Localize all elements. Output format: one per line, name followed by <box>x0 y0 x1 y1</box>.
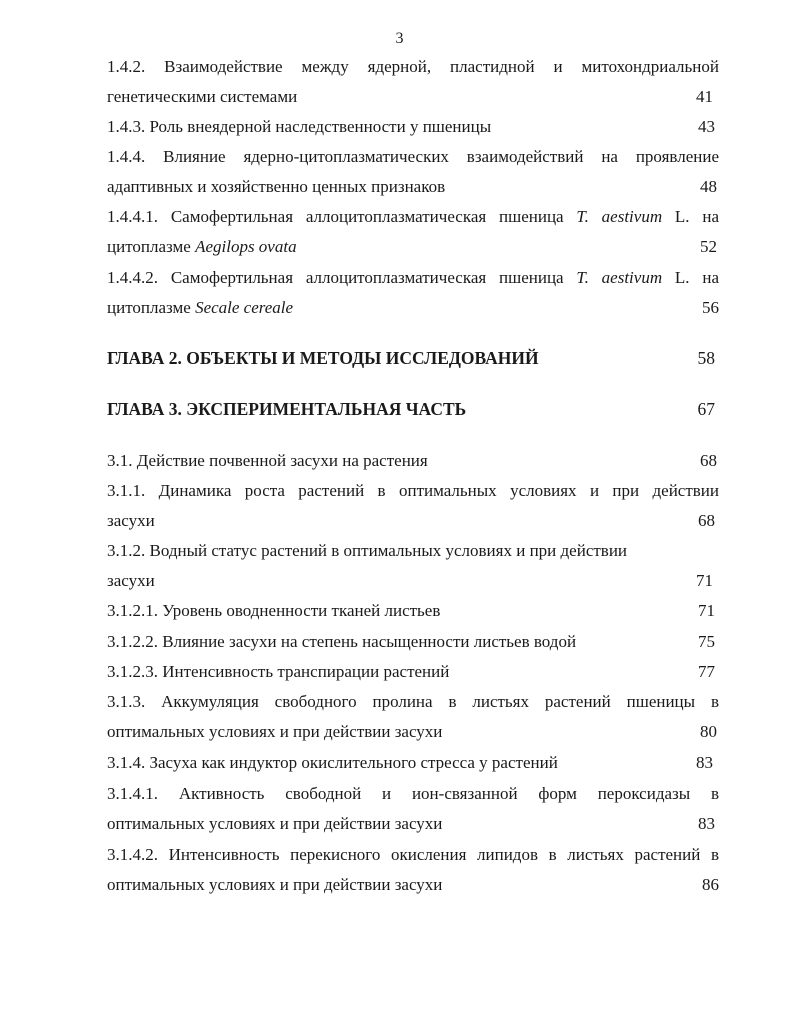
toc-entry-text: ГЛАВА 3. ЭКСПЕРИМЕНТАЛЬНАЯ ЧАСТЬ <box>107 399 467 419</box>
toc-line <box>107 691 719 713</box>
toc-entry-text: 3.1. Действие почвенной засухи на растения <box>107 451 428 470</box>
toc-line <box>107 783 719 805</box>
toc-page-number: 67 <box>697 399 715 419</box>
toc-line <box>107 146 719 168</box>
toc-page-number: 83 <box>698 814 715 833</box>
toc-page-number: 71 <box>696 571 713 590</box>
toc-line <box>107 752 719 774</box>
toc-entry-text: 3.1.2.3. Интенсивность транспирации растений <box>107 662 450 681</box>
toc-page-number: 56 <box>702 298 719 317</box>
toc-line <box>107 570 719 592</box>
toc-entry-text: адаптивных и хозяйственно ценных признаков <box>107 177 446 196</box>
toc-entry-text: цитоплазме <box>107 237 196 256</box>
toc-entry-text: оптимальных условиях и при действии засухи <box>107 875 443 894</box>
toc-entry-text: 1.4.2. Взаимодействие между ядерной, пластидной и митохондриальной <box>107 57 719 76</box>
toc-line <box>107 874 719 896</box>
toc-entry-text: L. на <box>662 207 719 226</box>
toc-page-number: 58 <box>697 348 715 368</box>
toc-entry-text: 3.1.2.2. Влияние засухи на степень насыщенности листьев водой <box>107 632 577 651</box>
toc-line <box>107 297 719 319</box>
toc-entry-text: засухи <box>107 571 155 590</box>
toc-entry-text: 3.1.4.1. Активность свободной и ион-связанной форм пероксидазы в <box>107 784 719 803</box>
toc-page-number: 68 <box>700 451 717 470</box>
toc-page-number: 52 <box>700 237 717 256</box>
toc-line <box>107 116 719 138</box>
toc-page-number: 68 <box>698 511 715 530</box>
toc-entry-text: оптимальных условиях и при действии засухи <box>107 722 443 741</box>
toc-line <box>107 480 719 502</box>
toc-entry-text: 3.1.3. Аккумуляция свободного пролина в листьях растений пшеницы в <box>107 692 719 711</box>
toc-line <box>107 56 719 78</box>
toc-entry-text: 3.1.4.2. Интенсивность перекисного окисления липидов в листьях растений в <box>107 845 719 864</box>
toc-entry-text: 1.4.4.1. Самофертильная аллоцитоплазматическая пшеница <box>107 207 577 226</box>
toc-line <box>107 813 719 835</box>
toc-line <box>107 86 719 108</box>
toc-entry-text: цитоплазме <box>107 298 196 317</box>
page-number: 3 <box>395 30 404 47</box>
toc-line <box>107 844 719 866</box>
toc-entry-text: 3.1.2. Водный статус растений в оптимальных условиях и при действии <box>107 541 628 560</box>
toc-line <box>107 540 719 562</box>
toc-entry-text: ГЛАВА 2. ОБЪЕКТЫ И МЕТОДЫ ИССЛЕДОВАНИЙ <box>107 348 539 368</box>
toc-line <box>107 721 719 743</box>
toc-page-number: 41 <box>696 87 713 106</box>
toc-line <box>107 450 719 472</box>
toc-entry-text: L. на <box>662 268 719 287</box>
toc-line <box>107 176 719 198</box>
toc-entry-text: 1.4.4.2. Самофертильная аллоцитоплазматическая пшеница <box>107 268 577 287</box>
toc-line <box>107 510 719 532</box>
toc-entry-text: 3.1.1. Динамика роста растений в оптимальных условиях и при действии <box>107 481 719 500</box>
chapter-heading <box>107 398 719 420</box>
toc-page-number: 86 <box>702 875 719 894</box>
toc-line <box>107 661 719 683</box>
toc-entry-italic: T. aestivum <box>576 268 663 287</box>
toc-line <box>107 267 719 289</box>
toc-entry-text: 3.1.2.1. Уровень оводненности тканей листьев <box>107 601 441 620</box>
toc-entry-text: засухи <box>107 511 155 530</box>
chapter-heading <box>107 347 719 369</box>
toc-page-number: 75 <box>698 632 715 651</box>
toc-line <box>107 600 719 622</box>
toc-page-number: 48 <box>700 177 717 196</box>
toc-entry-text: оптимальных условиях и при действии засухи <box>107 814 443 833</box>
toc-line <box>107 236 719 258</box>
toc-page-number: 80 <box>700 722 717 741</box>
toc-entry-text: 1.4.4. Влияние ядерно-цитоплазматических взаимодействий на проявление <box>107 147 719 166</box>
toc-entry-italic: T. aestivum <box>576 207 663 226</box>
toc-line <box>107 631 719 653</box>
toc-line <box>107 206 719 228</box>
toc-entry-italic: Aegilops ovata <box>195 237 297 256</box>
toc-page-number: 71 <box>698 601 715 620</box>
toc-entry-text: 3.1.4. Засуха как индуктор окислительного стресса у растений <box>107 753 558 772</box>
toc-page-number: 77 <box>698 662 715 681</box>
toc-page-number: 83 <box>696 753 713 772</box>
toc-page-number: 43 <box>698 117 715 136</box>
toc-entry-italic: Secale cereale <box>195 298 294 317</box>
toc-entry-text: генетическими системами <box>107 87 298 106</box>
toc-entry-text: 1.4.3. Роль внеядерной наследственности у пшеницы <box>107 117 492 136</box>
